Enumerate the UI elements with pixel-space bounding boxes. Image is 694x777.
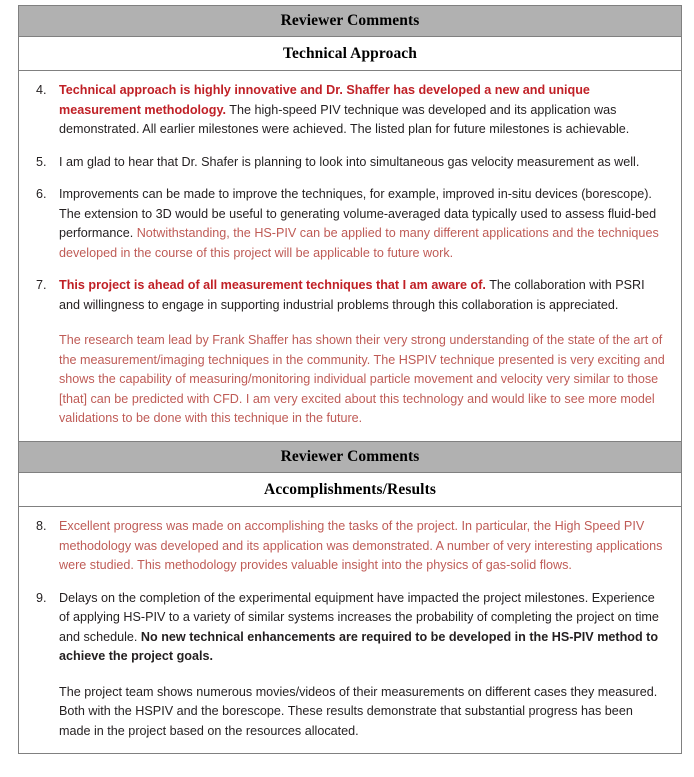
comment-item-number: 6. bbox=[36, 187, 47, 201]
table-header-title: Reviewer Comments bbox=[280, 448, 420, 465]
text-run: I am glad to hear that Dr. Shafer is planning to look into simultaneous gas velocity measurement as well. bbox=[59, 154, 640, 169]
comment-item-number: 5. bbox=[36, 154, 47, 169]
text-run: Delays on the completion of the experimental equipment have impacted the project milestones. Experience of applying HS-PIV to a variety of similar systems increases the probability of completing the project on time and schedule. bbox=[59, 590, 659, 644]
comment-item-body bbox=[59, 185, 667, 263]
comment-item-number: 7. bbox=[36, 278, 47, 292]
comment-paragraph bbox=[59, 81, 667, 140]
comment-item bbox=[33, 81, 667, 140]
comment-paragraph bbox=[59, 517, 667, 576]
text-run: Notwithstanding, the HS-PIV can be applied to many different applications and the techniques developed in the course of this project will be applicable to future work. bbox=[59, 226, 659, 260]
comment-item bbox=[33, 517, 667, 576]
table-body bbox=[19, 507, 681, 753]
comment-item-body bbox=[59, 589, 667, 742]
comment-item-body bbox=[59, 517, 667, 576]
table-subheader-row bbox=[19, 37, 681, 71]
text-run: The project team shows numerous movies/videos of their measurements on different cases they measured. Both with the HSPIV and the borescope. These results demonstrate that substantial progress has been made in the project based on the resources allocated. bbox=[59, 684, 658, 738]
reviewer-comments-table-accomplishments-results bbox=[18, 441, 682, 754]
text-run: Excellent progress was made on accomplishing the tasks of the project. In particular, the High Speed PIV methodology was developed and its application was demonstrated. A number of very interesting applications were studied. This methodology provides valuable insight into the physics of gas-solid flows. bbox=[59, 519, 663, 572]
comment-item bbox=[33, 589, 667, 742]
table-body bbox=[19, 71, 681, 441]
table-subheader-title: Technical Approach bbox=[282, 44, 417, 62]
comment-item-number: 4. bbox=[36, 83, 47, 97]
comment-item-body bbox=[59, 81, 667, 140]
reviewer-comments-table-technical-approach bbox=[18, 5, 682, 442]
text-run: Technical approach is highly innovative and Dr. Shaffer has developed a new and unique measurement methodology. bbox=[59, 83, 590, 117]
text-run: The research team lead by Frank Shaffer has shown their very strong understanding of the state of the art of the measurement/imaging techniques in the community. The HSPIV technique presented is very exciting and shows the capability of measuring/monitoring individual particle movement and velocity very similar to those [that] can be predicted with CFD. I am very excited about this technology and would like to see more model validations to be done with this technique in the future. bbox=[59, 333, 665, 425]
comment-paragraph bbox=[59, 331, 667, 429]
comment-item-body bbox=[59, 153, 667, 173]
table-header-title: Reviewer Comments bbox=[280, 12, 420, 29]
comment-item bbox=[33, 185, 667, 263]
text-run: No new technical enhancements are required to be developed in the HS-PIV method to achieve the project goals. bbox=[59, 629, 659, 663]
table-subheader-row bbox=[19, 473, 681, 507]
text-run: Improvements can be made to improve the techniques, for example, improved in-situ devices (borescope). The extension to 3D would be useful to generating volume-averaged data typically used to assess fluid-bed performance. bbox=[59, 187, 657, 240]
comment-paragraph bbox=[59, 153, 667, 173]
table-subheader-title: Accomplishments/Results bbox=[264, 480, 436, 498]
comment-item-body bbox=[59, 276, 667, 429]
comment-item bbox=[33, 153, 667, 173]
table-header-row bbox=[19, 442, 681, 473]
comment-paragraph bbox=[59, 589, 667, 667]
text-run: The collaboration with PSRI and willingness to engage in supporting industrial problems through this collaboration is appreciated. bbox=[59, 278, 645, 312]
comment-paragraph bbox=[59, 276, 667, 315]
comment-paragraph bbox=[59, 683, 667, 742]
table-header-row bbox=[19, 6, 681, 37]
text-run: This project is ahead of all measurement techniques that I am aware of. bbox=[59, 278, 486, 292]
text-run: The high-speed PIV technique was developed and its application was demonstrated. All earlier milestones were achieved. The listed plan for future milestones is achievable. bbox=[59, 102, 630, 136]
comment-item bbox=[33, 276, 667, 429]
comment-paragraph bbox=[59, 185, 667, 263]
comment-item-number: 8. bbox=[36, 519, 47, 533]
comment-item-number: 9. bbox=[36, 590, 47, 605]
